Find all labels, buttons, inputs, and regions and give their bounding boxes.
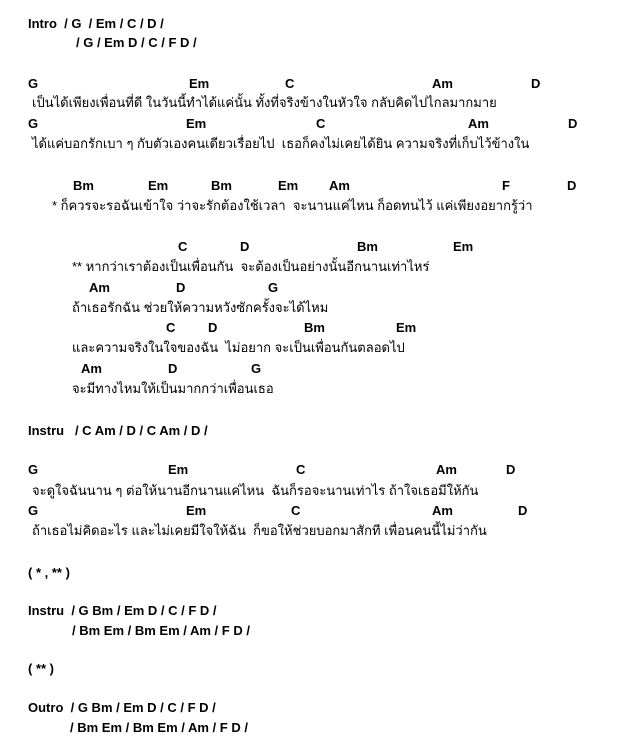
chord: C — [296, 462, 306, 477]
instrumental-line: / Bm Em / Bm Em / Am / F D / — [72, 623, 250, 638]
chord: G — [28, 76, 39, 91]
lyric-line: ** หากว่าเราต้องเป็นเพื่อนกัน จะต้องเป็นอย่างนั้นอีกนานเท่าไหร่ — [72, 259, 430, 274]
chord: Em — [189, 76, 210, 91]
chord: C — [178, 239, 188, 254]
chord: Em — [396, 320, 417, 335]
instrumental-line: Instru / C Am / D / C Am / D / — [28, 423, 208, 438]
chord: C — [316, 116, 326, 131]
chord: Em — [186, 116, 207, 131]
instrumental-line: Instru / G Bm / Em D / C / F D / — [28, 603, 217, 618]
chord: D — [506, 462, 516, 477]
chord: F — [502, 178, 510, 193]
chord: Em — [186, 503, 207, 518]
chord: D — [208, 320, 218, 335]
lyric-line: และความจริงในใจของฉัน ไม่อยาก จะเป็นเพื่อนกันตลอดไป — [72, 340, 405, 355]
chord: Am — [329, 178, 350, 193]
chord: G — [28, 462, 39, 477]
chord: Bm — [304, 320, 325, 335]
chord: Em — [278, 178, 299, 193]
chord: Am — [432, 76, 453, 91]
repeat-marker: ( * , ** ) — [28, 565, 70, 580]
chord: G — [268, 280, 279, 295]
outro-line: Outro / G Bm / Em D / C / F D / — [28, 700, 216, 715]
intro-line: / G / Em D / C / F D / — [76, 35, 197, 50]
chord: D — [518, 503, 528, 518]
intro-line: Intro / G / Em / C / D / — [28, 16, 164, 31]
chord: D — [240, 239, 250, 254]
chord: C — [291, 503, 301, 518]
chord: C — [166, 320, 176, 335]
chord: D — [567, 178, 577, 193]
repeat-marker: ( ** ) — [28, 661, 54, 676]
chord: G — [28, 116, 39, 131]
chord: Am — [89, 280, 110, 295]
lyric-line: เป็นได้เพียงเพื่อนที่ดี ในวันนี้ทำได้แค่นั้น ทั้งที่จริงข้างในหัวใจ กลับคิดไปไกลมากมาย — [32, 95, 497, 110]
lyric-line: * ก็ควรจะรอฉันเข้าใจ ว่าจะรักต้องใช้เวลา จะนานแค่ไหน ก็อดทนไว้ แค่เพียงอยากรู้ว่า — [52, 198, 533, 213]
chord: C — [285, 76, 295, 91]
chord: G — [28, 503, 39, 518]
chord: Am — [432, 503, 453, 518]
chord: Bm — [357, 239, 378, 254]
lyric-line: ถ้าเธอรักฉัน ช่วยให้ความหวังซักครั้งจะได้ไหม — [72, 300, 329, 315]
lyric-line: จะดูใจฉันนาน ๆ ต่อให้นานอีกนานแค่ไหน ฉันก็รอจะนานเท่าไร ถ้าใจเธอมีให้กัน — [32, 483, 479, 498]
chord: Em — [148, 178, 169, 193]
chord: Em — [453, 239, 474, 254]
chord: Bm — [211, 178, 232, 193]
lyric-line: ได้แค่บอกรักเบา ๆ กับตัวเองคนเดียวเรื่อยไป เธอก็คงไม่เคยได้ยิน ความจริงที่เก็บไว้ข้างใน — [32, 136, 530, 151]
chord: Am — [81, 361, 102, 376]
chord: G — [251, 361, 262, 376]
chord: D — [568, 116, 578, 131]
chord: D — [531, 76, 541, 91]
outro-line: / Bm Em / Bm Em / Am / F D / — [70, 720, 248, 735]
lyric-line: ถ้าเธอไม่คิดอะไร และไม่เคยมีใจให้ฉัน ก็ขอให้ช่วยบอกมาสักที เพื่อนคนนี้ไม่ว่ากัน — [32, 523, 487, 538]
chord: Am — [468, 116, 489, 131]
chord: D — [168, 361, 178, 376]
chord: Em — [168, 462, 189, 477]
chord: D — [176, 280, 186, 295]
chord: Bm — [73, 178, 94, 193]
lyric-line: จะมีทางไหมให้เป็นมากกว่าเพื่อนเธอ — [72, 381, 274, 396]
chord: Am — [436, 462, 457, 477]
